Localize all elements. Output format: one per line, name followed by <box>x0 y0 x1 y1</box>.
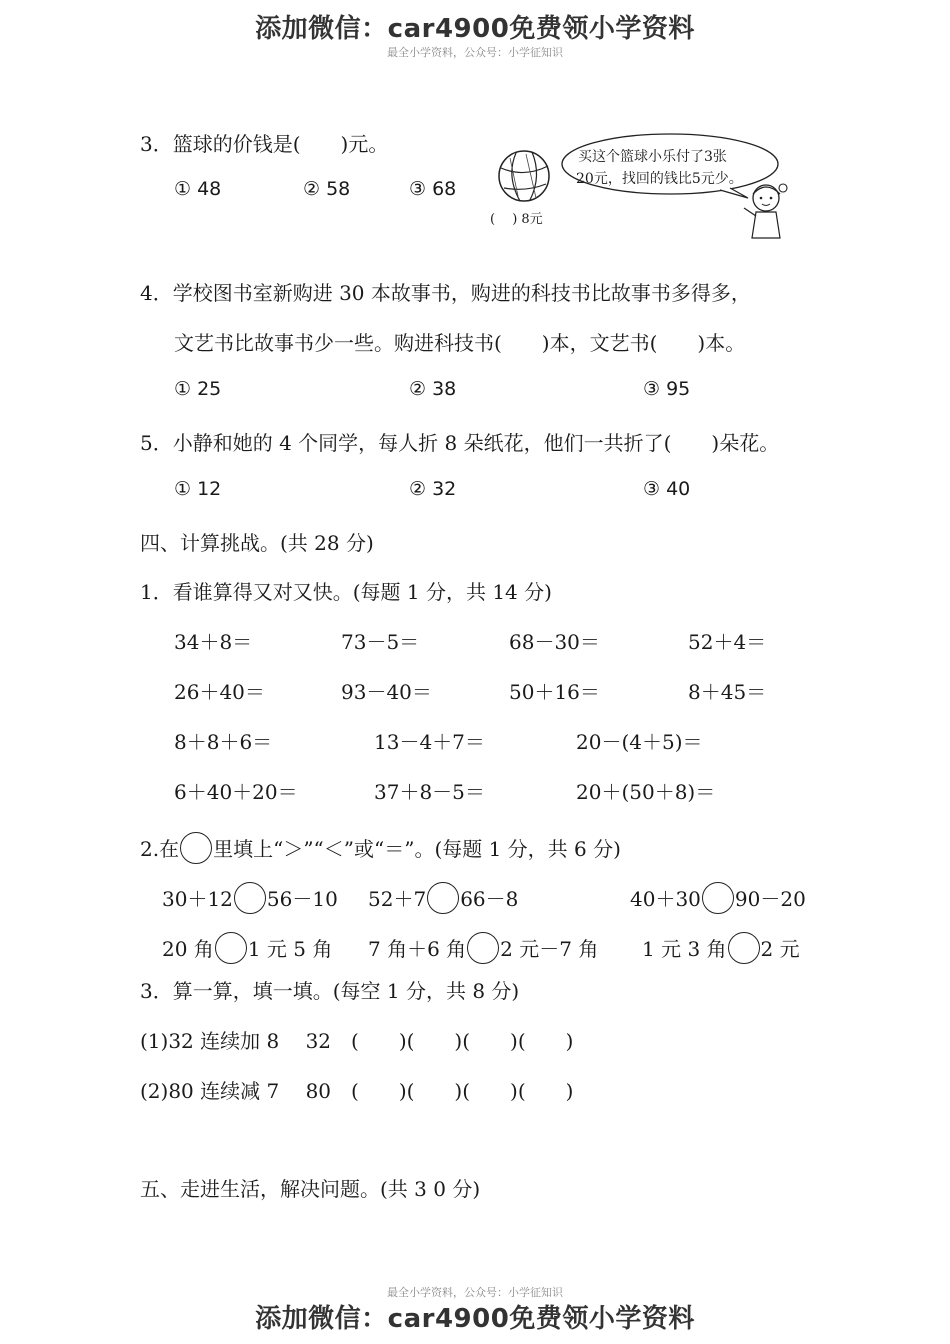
header-subline: 最全小学资料，公众号：小学征知识 <box>387 46 563 59</box>
calc-item: 20－(4＋5)＝ <box>576 730 703 754</box>
calc-item: 37＋8－5＝ <box>374 780 485 804</box>
girl-illustration <box>738 180 794 242</box>
section-4-part-3-title: 3．算一算，填一填。(每空 1 分，共 8 分) <box>140 979 520 1003</box>
q5-stem: 5．小静和她的 4 个同学，每人折 8 朵纸花，他们一共折了( )朵花。 <box>140 431 780 455</box>
section-5-title: 五、走进生活，解决问题。(共 3 0 分) <box>140 1177 481 1201</box>
basketball-icon <box>496 148 556 208</box>
compare-item: 7 角＋6 角 2 元－7 角 <box>368 932 598 964</box>
circle-blank-icon <box>180 832 212 864</box>
compare-circle[interactable] <box>467 932 499 964</box>
q4-option-3: ③ 95 <box>643 378 691 400</box>
compare-item: 30＋12 56－10 <box>162 882 338 914</box>
q3-option-2: ② 58 <box>303 178 351 200</box>
calc-item: 50＋16＝ <box>509 680 600 704</box>
compare-circle[interactable] <box>728 932 760 964</box>
compare-item: 1 元 3 角 2 元 <box>642 932 800 964</box>
compare-circle[interactable] <box>215 932 247 964</box>
compare-circle[interactable] <box>427 882 459 914</box>
calc-item: 6＋40＋20＝ <box>174 780 298 804</box>
compare-item: 20 角 1 元 5 角 <box>162 932 332 964</box>
section-4-part-1-title: 1．看谁算得又对又快。(每题 1 分，共 14 分) <box>140 580 552 604</box>
bubble-line-2: 20元，找回的钱比5元少。 <box>576 171 743 187</box>
calc-item: 13－4＋7＝ <box>374 730 485 754</box>
q3-price-label: ( ) 8元 <box>490 212 543 227</box>
q5-option-3: ③ 40 <box>643 478 691 500</box>
part-2-prefix: 2.在 <box>140 837 180 861</box>
q3-option-3: ③ 68 <box>409 178 457 200</box>
header-banner: 添加微信：car4900免费领小学资料 <box>255 14 695 44</box>
q3-option-1: ① 48 <box>174 178 222 200</box>
section-4-title: 四、计算挑战。(共 28 分) <box>140 531 374 555</box>
q4-line-1: 4．学校图书室新购进 30 本故事书，购进的科技书比故事书多得多， <box>140 281 751 305</box>
calc-item: 68－30＝ <box>509 630 600 654</box>
calc-item: 8＋45＝ <box>688 680 767 704</box>
calc-item: 20＋(50＋8)＝ <box>576 780 716 804</box>
bubble-line-1: 买这个篮球小乐付了3张 <box>578 149 727 165</box>
compare-circle[interactable] <box>234 882 266 914</box>
q3-stem: 3．篮球的价钱是( )元。 <box>140 132 389 156</box>
calc-item: 52＋4＝ <box>688 630 767 654</box>
q4-option-2: ② 38 <box>409 378 457 400</box>
calc-item: 34＋8＝ <box>174 630 253 654</box>
q4-option-1: ① 25 <box>174 378 222 400</box>
q5-option-1: ① 12 <box>174 478 222 500</box>
q5-option-2: ② 32 <box>409 478 457 500</box>
calc-item: 93－40＝ <box>341 680 432 704</box>
sequence-subtract: (2)80 连续减 7 80 ( )( )( )( ) <box>140 1079 574 1103</box>
compare-item: 40＋30 90－20 <box>630 882 806 914</box>
calc-item: 26＋40＝ <box>174 680 265 704</box>
compare-item: 52＋7 66－8 <box>368 882 518 914</box>
footer-banner: 添加微信：car4900免费领小学资料 <box>255 1304 695 1334</box>
q4-line-2: 文艺书比故事书少一些。购进科技书( )本，文艺书( )本。 <box>174 331 746 355</box>
calc-item: 8＋8＋6＝ <box>174 730 273 754</box>
compare-circle[interactable] <box>702 882 734 914</box>
footer-subline: 最全小学资料，公众号：小学征知识 <box>387 1286 563 1299</box>
part-2-suffix: 里填上“＞”“＜”或“＝”。(每题 1 分，共 6 分) <box>213 837 621 861</box>
calc-item: 73－5＝ <box>341 630 420 654</box>
sequence-add: (1)32 连续加 8 32 ( )( )( )( ) <box>140 1029 574 1053</box>
section-4-part-2-title <box>140 832 621 864</box>
